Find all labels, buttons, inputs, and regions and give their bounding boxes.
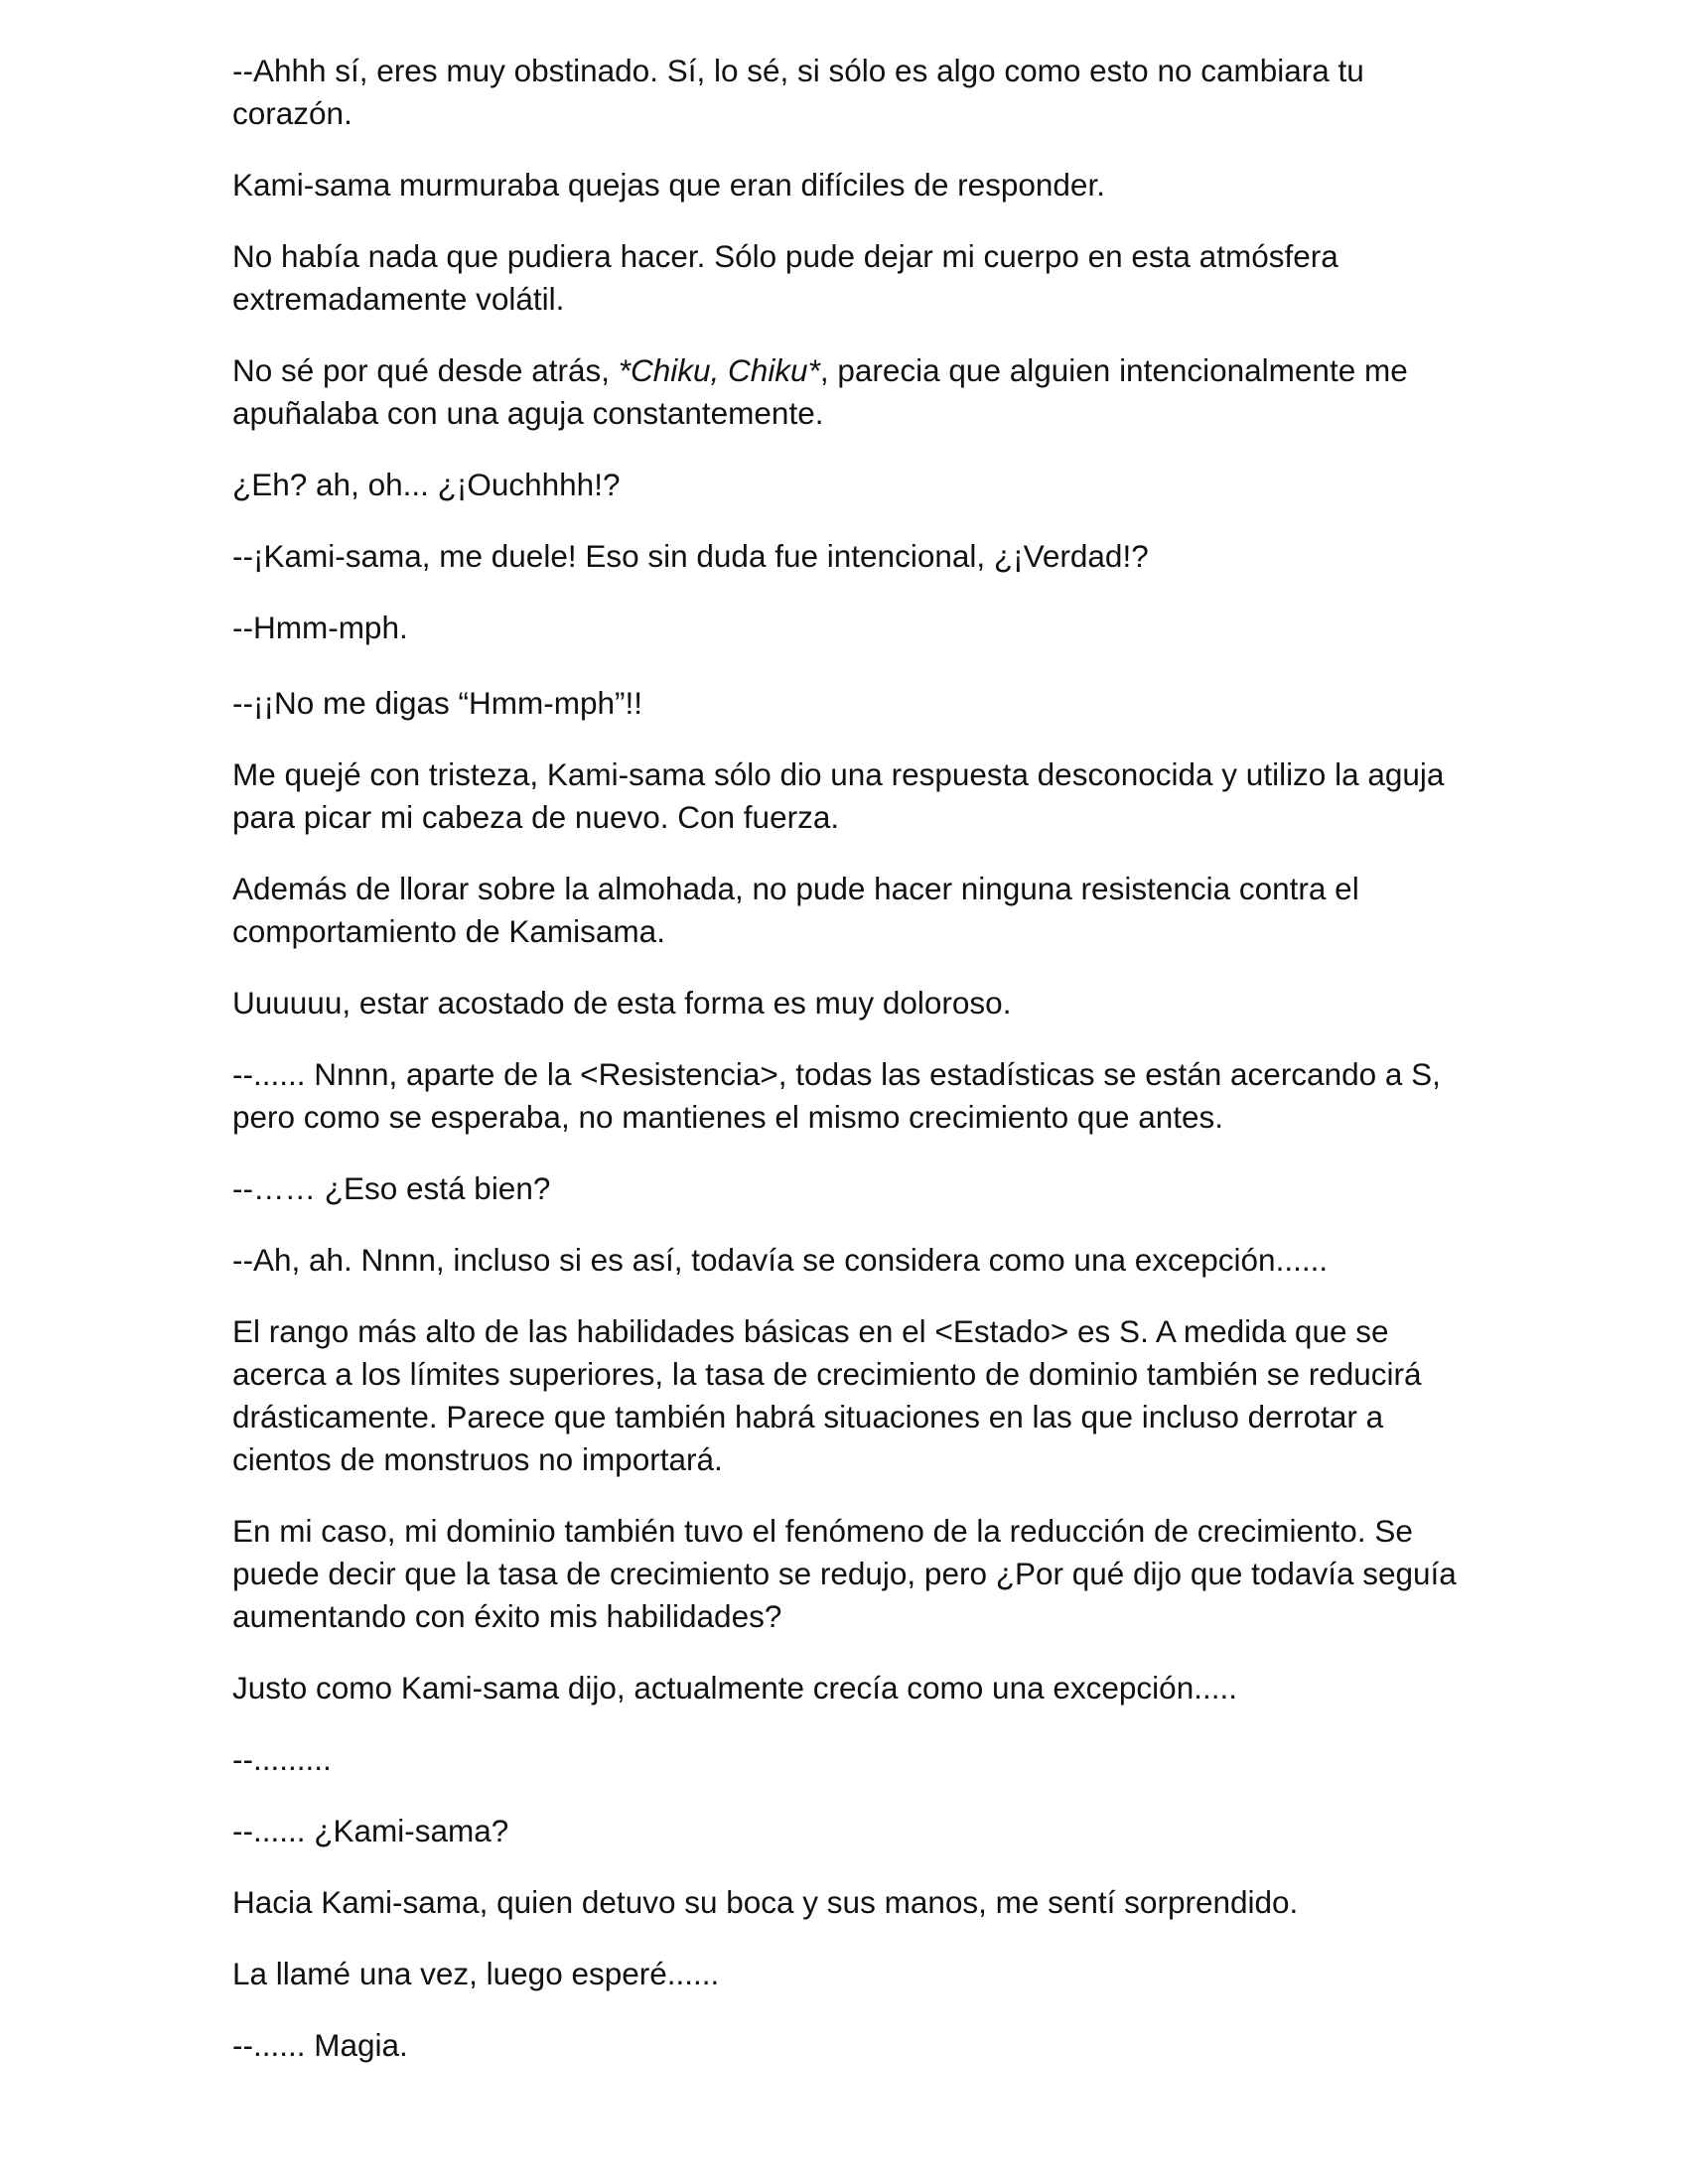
paragraph-13: --…… ¿Eso está bien? xyxy=(232,1170,551,1206)
paragraph-6: --¡Kami-sama, me duele! Eso sin duda fue intencional, ¿¡Verdad!? xyxy=(232,538,1149,574)
paragraph-1: --Ahhh sí, eres muy obstinado. Sí, lo sé, si sólo es algo como esto no cambiara tu corazón. xyxy=(232,53,1364,131)
paragraph-19: --...... ¿Kami-sama? xyxy=(232,1813,509,1848)
paragraph-21: La llamé una vez, luego esperé...... xyxy=(232,1956,720,1991)
paragraph-2: Kami-sama murmuraba quejas que eran difíciles de responder. xyxy=(232,167,1105,203)
paragraph-16: En mi caso, mi dominio también tuvo el fenómeno de la reducción de crecimiento. Se puede decir que la tasa de crecimiento se redujo, pero ¿Por qué dijo que todavía seguía aumentando con éxito mis habilidades? xyxy=(232,1513,1457,1634)
paragraph-4-italic: *Chiku, Chiku* xyxy=(618,352,820,388)
paragraph-4-before: No sé por qué desde atrás, xyxy=(232,352,619,388)
paragraph-4-after: , parecia que alguien intencionalmente me apuñalaba con una aguja constantemente. xyxy=(232,352,1408,431)
paragraph-5: ¿Eh? ah, oh... ¿¡Ouchhhh!? xyxy=(232,467,621,502)
paragraph-9: Me quejé con tristeza, Kami-sama sólo dio una respuesta desconocida y utilizo la aguja para picar mi cabeza de nuevo. Con fuerza. xyxy=(232,756,1445,835)
paragraph-20: Hacia Kami-sama, quien detuvo su boca y sus manos, me sentí sorprendido. xyxy=(232,1884,1299,1920)
paragraph-18: --......... xyxy=(232,1741,332,1777)
paragraph-14: --Ah, ah. Nnnn, incluso si es así, todavía se considera como una excepción...... xyxy=(232,1242,1329,1278)
paragraph-22: --...... Magia. xyxy=(232,2027,408,2063)
paragraph-17: Justo como Kami-sama dijo, actualmente crecía como una excepción..... xyxy=(232,1670,1237,1706)
document-page xyxy=(232,50,1460,2096)
paragraph-7: --Hmm-mph. xyxy=(232,610,408,645)
paragraph-12: --...... Nnnn, aparte de la <Resistencia>, todas las estadísticas se están acercando a S, pero como se esperaba, no mantienes el mismo crecimiento que antes. xyxy=(232,1056,1441,1135)
paragraph-8: --¡¡No me digas “Hmm-mph”!! xyxy=(232,685,643,721)
paragraph-11: Uuuuuu, estar acostado de esta forma es muy doloroso. xyxy=(232,985,1012,1021)
paragraph-4 xyxy=(232,349,1460,435)
paragraph-10: Además de llorar sobre la almohada, no pude hacer ninguna resistencia contra el comportamiento de Kamisama. xyxy=(232,871,1359,949)
paragraph-15: El rango más alto de las habilidades básicas en el <Estado> es S. A medida que se acerca a los límites superiores, la tasa de crecimiento de dominio también se reducirá drásticamente. Parece que también habrá situaciones en las que incluso derrotar a cientos de monstruos no importará. xyxy=(232,1313,1422,1477)
paragraph-3: No había nada que pudiera hacer. Sólo pude dejar mi cuerpo en esta atmósfera extremadamente volátil. xyxy=(232,238,1338,317)
